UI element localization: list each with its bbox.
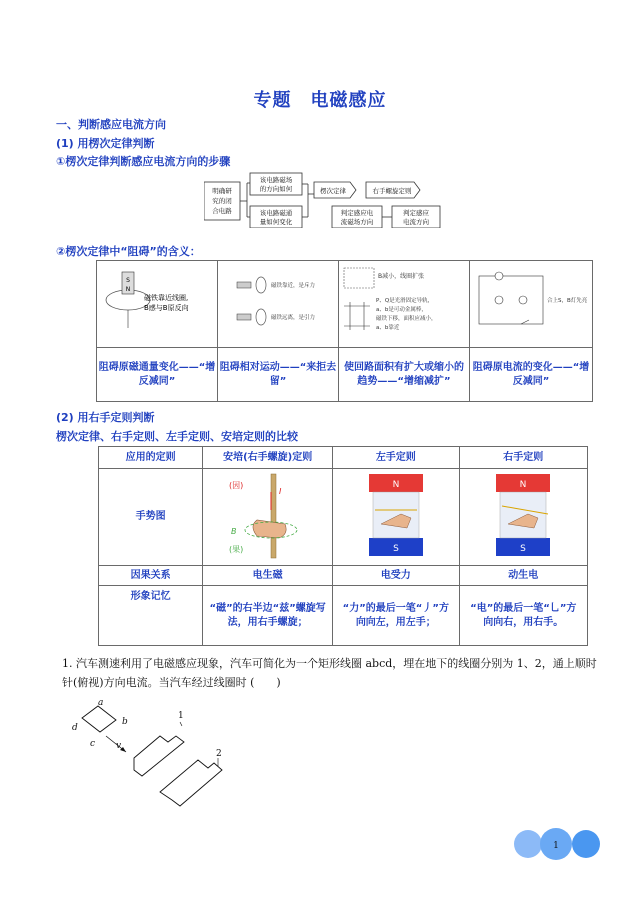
rules-compare-table [98, 446, 588, 646]
diagram-3-text-4: 磁铁下移，面积应减小， [376, 316, 437, 322]
subsection-heading-righthand: (2) 用右手定则判断 [56, 411, 155, 424]
flow-start-line2: 究的闭 [212, 197, 232, 205]
compare-header-right-hand: 右手定则 [459, 447, 587, 469]
flow-box-d-line1: 判定感应电 [340, 209, 374, 217]
label-c: c [90, 739, 96, 749]
compare-header-ampere: 安培(右手螺旋)定则 [203, 447, 333, 469]
flow-box-e: 右手螺旋定则 [372, 187, 412, 195]
lenz-flowchart [204, 172, 444, 228]
cause-right-hand: 动生电 [459, 566, 587, 586]
memory-ampere: “磁”的右半边“兹”螺旋写法，用右手螺旋； [203, 586, 333, 646]
coil-1-label: 1 [178, 711, 184, 721]
diagram-3-text-2: P、Q是光滑固定导轨， [376, 298, 434, 304]
diagram-3-text-3: a、b是可动金属棒， [376, 307, 427, 313]
diagram-cell-1 [97, 261, 218, 348]
step-heading: ①楞次定律判断感应电流方向的步骤 [56, 155, 231, 168]
diagram-1-text-2: B感与B原反向 [144, 304, 189, 312]
diagram-cell-2 [218, 261, 339, 348]
question-number: 1. [62, 657, 73, 670]
diagram-2-text-2: 磁铁远离，是引力 [271, 315, 316, 321]
svg-text:N: N [125, 286, 131, 293]
diagram-1-text-1: 磁铁靠近线圈, [144, 294, 189, 302]
compare-heading: 楞次定律、右手定则、左手定则、安培定则的比较 [56, 430, 298, 443]
question-text: 汽车测速利用了电磁感应现象，汽车可简化为一个矩形线圈 abcd，埋在地下的线圈分别为 1、2，通上顺时针(俯视)方向电流。当汽车经过线圈时 ( ) [62, 657, 597, 689]
compare-header-left-hand: 左手定则 [333, 447, 460, 469]
coil-2-label: 2 [216, 749, 222, 759]
subsection-heading-lenz: (1) 用楞次定律判断 [56, 137, 155, 150]
flow-start-line3: 合电路 [212, 207, 232, 215]
svg-text:S: S [392, 544, 399, 554]
cause-row-label: 因果关系 [99, 566, 203, 586]
flow-start-line1: 明确研 [212, 187, 232, 195]
compare-header-rule: 应用的定则 [99, 447, 203, 469]
svg-text:N: N [519, 480, 527, 490]
memory-left-hand: “力”的最后一笔“丿”方向向左，用左手； [333, 586, 460, 646]
flow-box-f-line2: 电流方向 [403, 218, 429, 226]
ampere-gesture-image [203, 469, 333, 566]
label-b: b [122, 717, 128, 727]
page-number-badge [512, 826, 604, 862]
field-label: B [230, 527, 237, 536]
left-hand-gesture-image [333, 469, 460, 566]
meaning-label-4: 阻碍原电流的变化——“增反减同” [470, 348, 593, 402]
flow-box-d-line2: 流磁场方向 [340, 218, 374, 226]
cause-left-hand: 电受力 [333, 566, 460, 586]
diagram-cell-3 [339, 261, 470, 348]
flow-box-a-line2: 的方向如何 [259, 185, 293, 193]
label-v: v [116, 741, 122, 751]
meaning-label-3: 使回路面积有扩大或缩小的趋势——“增缩减扩” [339, 348, 470, 402]
current-label: I [278, 487, 282, 496]
flow-box-a-line1: 该电路磁场 [259, 176, 293, 184]
flow-box-f-line1: 判定感应 [403, 209, 429, 217]
meaning-label-2: 阻碍相对运动——“来拒去留” [218, 348, 339, 402]
flow-box-c: 楞次定律 [320, 187, 346, 195]
effect-label: (果) [228, 545, 243, 554]
page-title: 专题 电磁感应 [253, 90, 387, 111]
svg-text:S: S [520, 544, 527, 554]
meaning-label-1: 阻碍原磁通量变化——“增反减同” [97, 348, 218, 402]
question-1 [62, 654, 602, 692]
section-heading: 一、判断感应电流方向 [56, 118, 166, 131]
gesture-row-label: 手势图 [99, 469, 203, 566]
label-d: d [72, 723, 78, 733]
lenz-meaning-table [96, 260, 593, 402]
car-coil-figure [68, 696, 248, 832]
diagram-4-text: 合上S，B灯先亮 [547, 298, 588, 304]
diagram-3-text-5: a、b靠近 [376, 325, 400, 331]
flow-box-b-line1: 该电路磁通 [259, 209, 293, 217]
svg-text:N: N [392, 480, 400, 490]
diagram-2-text-1: 磁铁靠近，是斥力 [271, 283, 316, 289]
svg-text:S: S [126, 277, 130, 284]
memory-right-hand: “电”的最后一笔“乚”方向向右，用右手。 [459, 586, 587, 646]
cause-ampere: 电生磁 [203, 566, 333, 586]
cause-label: (因) [228, 481, 243, 490]
page-number: 1 [553, 841, 559, 851]
diagram-3-text-1: B减小，线圈扩张 [378, 273, 425, 280]
diagram-cell-4 [470, 261, 593, 348]
right-hand-gesture-image [459, 469, 587, 566]
label-a: a [98, 698, 104, 708]
flow-box-b-line2: 量如何变化 [259, 218, 293, 226]
meaning-heading: ②楞次定律中“阻碍”的含义： [56, 245, 201, 258]
memory-row-label: 形象记忆 [99, 586, 203, 646]
